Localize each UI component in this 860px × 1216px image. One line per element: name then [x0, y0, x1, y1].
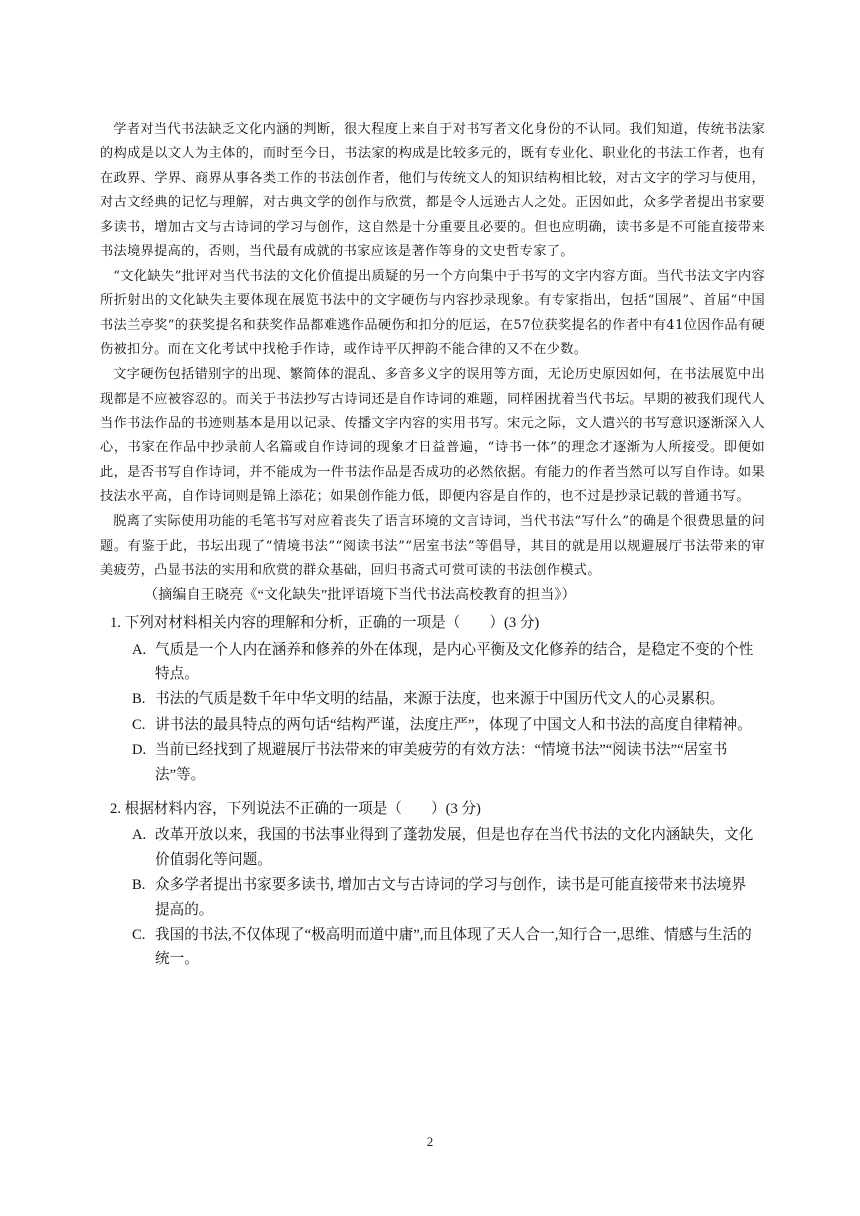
option-text: 当前已经找到了规避展厅书法带来的审美疲劳的有效方法：“情境书法”“阅读书法”“居室书法”等。 — [155, 742, 728, 783]
option-letter: C. — [132, 926, 146, 943]
option-letter: B. — [132, 877, 146, 894]
option-letter: C. — [132, 716, 146, 733]
passage-source: （摘编自王晓亮《“文化缺失”批评语境下当代书法高校教育的担当》） — [144, 588, 576, 604]
option-d — [100, 738, 765, 787]
option-text: 书法的气质是数千年中华文明的结晶，来源于法度，也来源于中国历代文人的心灵累积。 — [155, 691, 725, 708]
question-1 — [100, 611, 765, 787]
option-text: 讲书法的最具特点的两句话“结构严谨，法度庄严”，体现了中国文人和书法的高度自律精神。 — [155, 716, 752, 733]
option-b — [100, 873, 765, 922]
option-a — [100, 638, 765, 687]
option-letter: A. — [132, 827, 147, 844]
option-a — [100, 823, 765, 872]
passage-paragraph: 脱离了实际使用功能的毛笔书写对应着丧失了语言环境的文言诗词，当代书法“写什么”的确是个很费思量的问题。有鉴于此，书坛出现了“情境书法”“阅读书法”“居室书法”等倡导，其目的就是用以规避展厅书法带来的审美疲劳，凸显书法的实用和欣赏的群众基础，回归书斋式可赏可读的书法创作模式。 — [100, 514, 765, 579]
option-letter: A. — [132, 641, 147, 658]
option-text: 改革开放以来，我国的书法事业得到了蓬勃发展，但是也存在当代书法的文化内涵缺失，文化价值弱化等问题。 — [155, 827, 754, 868]
reading-passage — [100, 118, 765, 608]
option-b — [100, 687, 765, 711]
passage-paragraph: 学者对当代书法缺乏文化内涵的判断，很大程度上来自于对书写者文化身份的不认同。我们知道，传统书法家的构成是以文人为主体的，而时至今日，书法家的构成是比较多元的，既有专业化、职业化的书法工作者，也有在政界、学界、商界从事各类工作的书法创作者，他们与传统文人的知识结构相比较，对古文字的学习与使用，对古文经典的记忆与理解，对古典文学的创作与欣赏，都是令人远逊古人之处。正因如此，众多学者提出书家要多读书，增加古文与古诗词的学习与创作，这自然是十分重要且必要的。但也应明确，读书多是不可能直接带来书法境界提高的，否则，当代最有成就的书家应该是著作等身的文史哲专家了。 — [100, 122, 765, 260]
option-text: 我国的书法,不仅体现了“极高明而道中庸”,而且体现了天人合一,知行合一,思维、情感与生活的统一。 — [155, 926, 752, 968]
page-number: 2 — [426, 1134, 434, 1149]
option-letter: D. — [132, 742, 147, 759]
question-2 — [100, 797, 765, 972]
option-c — [100, 923, 765, 972]
option-text: 众多学者提出书家要多读书, 增加古文与古诗词的学习与创作，读书是可能直接带来书法境界提高的。 — [155, 877, 747, 918]
option-c — [100, 713, 765, 737]
option-letter: B. — [132, 691, 146, 708]
question-stem: 2. 根据材料内容，下列说法不正确的一项是（ ）(3 分) — [110, 800, 481, 817]
option-text: 气质是一个人内在涵养和修养的外在体现，是内心平衡及文化修养的结合，是稳定不变的个性特点。 — [155, 641, 754, 682]
question-stem: 1. 下列对材料相关内容的理解和分析，正确的一项是（ ）(3 分) — [110, 615, 540, 632]
passage-paragraph: 文字硬伤包括错别字的出现、繁简体的混乱、多音多义字的误用等方面，无论历史原因如何，在书法展览中出现都是不应被容忍的。而关于书法抄写古诗词还是自作诗词的难题，同样困扰着当代书坛。早期的被我们现代人当作书法作品的书迹则基本是用以记录、传播文字内容的实用书写。宋元之际，文人遣兴的书写意识逐渐深入人心，书家在作品中抄录前人名篇或自作诗词的现象才日益普遍，“诗书一体”的理念才逐渐为人所接受。即便如此，是否书写自作诗词，并不能成为一件书法作品是否成功的必然依据。有能力的作者当然可以写自作诗。如果技法水平高，自作诗词则是锦上添花；如果创作能力低，即便内容是自作的，也不过是抄录记载的普通书写。 — [100, 367, 765, 505]
option-list — [100, 823, 765, 971]
passage-paragraph: “文化缺失”批评对当代书法的文化价值提出质疑的另一个方向集中于书写的文字内容方面。当代书法文字内容所折射出的文化缺失主要体现在展览书法中的文字硬伤与内容抄录现象。有专家指出，包括“国展”、首届“中国书法兰亭奖”的获奖提名和获奖作品都难逃作品硬伤和扣分的厄运，在57位获奖提名的作者中有41位因作品有硬伤被扣分。而在文化考试中找枪手作诗，或作诗平仄押韵不能合律的又不在少数。 — [100, 269, 765, 358]
page-content — [100, 118, 765, 982]
option-list — [100, 638, 765, 787]
